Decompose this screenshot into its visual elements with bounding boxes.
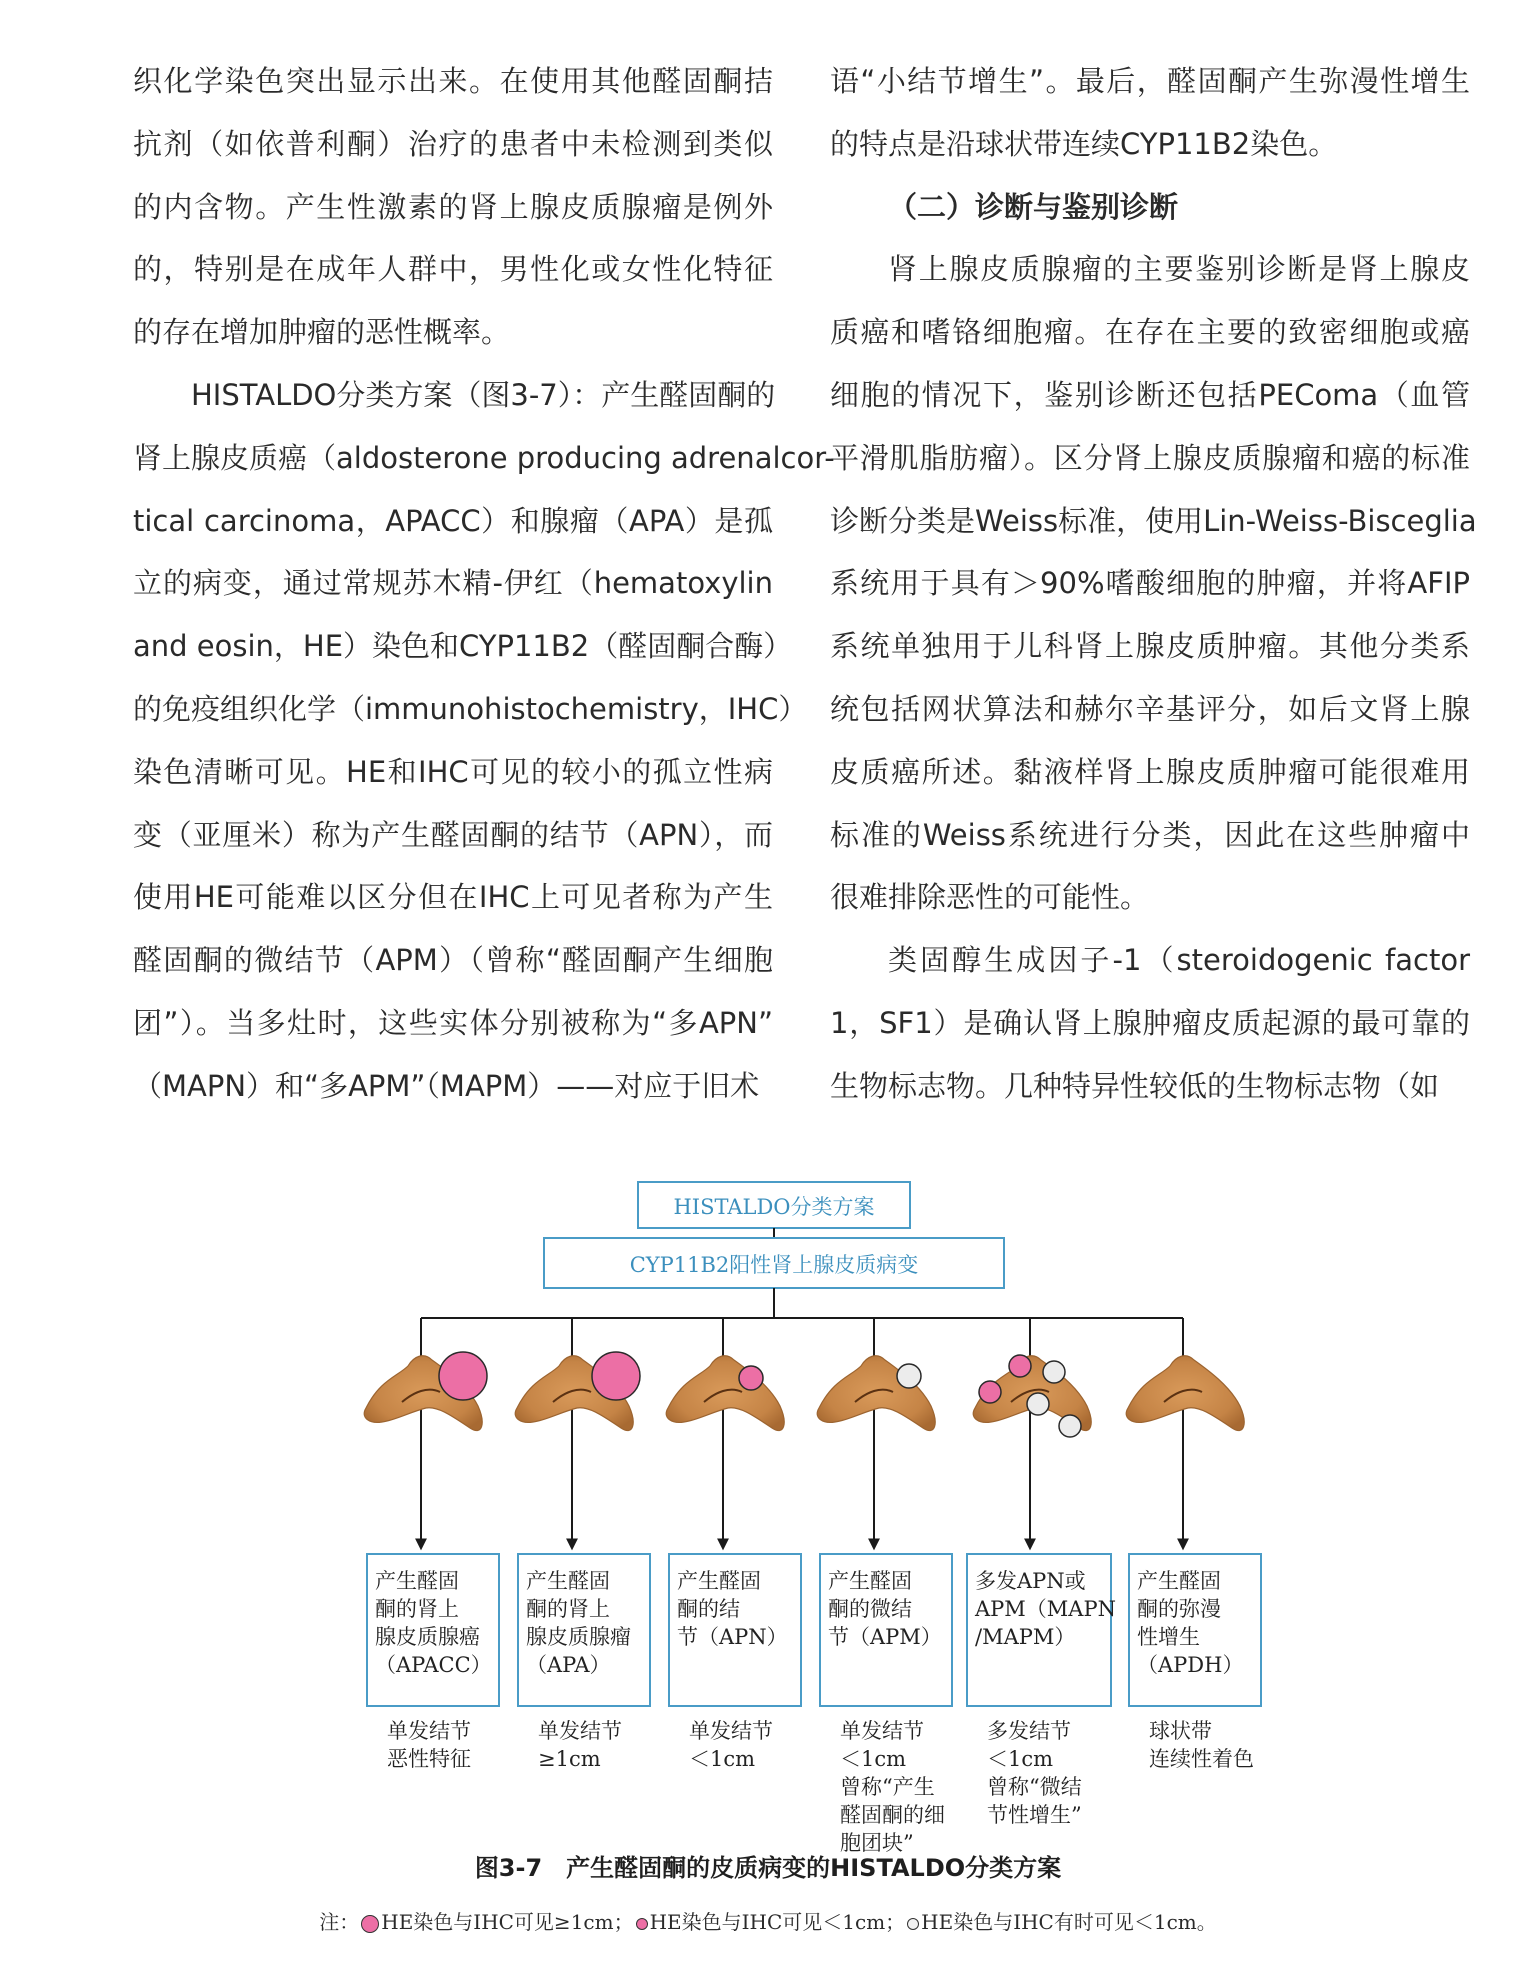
category-label: 产生醛固: [1137, 1569, 1221, 1593]
text-line: 立的病变，通过常规苏木精-伊红（hematoxylin: [133, 566, 773, 601]
text-line: 肾上腺皮质癌（aldosterone producing adrenalcor-: [133, 440, 835, 475]
category-description: 单发结节: [840, 1719, 924, 1743]
pink-nodule-icon: [592, 1352, 640, 1400]
small-pink-dot-icon: [636, 1918, 648, 1930]
text-line: 语“小结节增生”。最后，醛固酮产生弥漫性增生: [830, 64, 1470, 98]
note-3: HE染色与IHC有时可见＜1cm。: [921, 1910, 1217, 1934]
subtitle-box-label: CYP11B2阳性肾上腺皮质病变: [629, 1253, 919, 1277]
category-label: 产生醛固: [526, 1569, 610, 1593]
text-line: 的免疫组织化学（immunohistochemistry，IHC）: [133, 691, 808, 726]
text-line: 团”）。当多灶时，这些实体分别被称为“多APN”: [133, 1005, 773, 1040]
large-pink-dot-icon: [361, 1915, 379, 1933]
figure-note: [0, 1906, 1536, 1935]
adrenal-gland-illustration: [1126, 1356, 1244, 1431]
category-description: 多发结节: [987, 1719, 1071, 1743]
pink-nodule-icon: [439, 1352, 487, 1400]
category-description: 连续性着色: [1149, 1747, 1254, 1771]
title-box-label: HISTALDO分类方案: [673, 1195, 875, 1219]
category-label: 多发APN或: [975, 1569, 1086, 1593]
right-column: [830, 50, 1477, 1118]
category-label: （APA）: [526, 1653, 611, 1677]
text-line: 1，SF1）是确认肾上腺肿瘤皮质起源的最可靠的: [830, 1005, 1470, 1040]
note-2: HE染色与IHC可见＜1cm；: [649, 1910, 906, 1934]
grey-nodule-icon: [1059, 1415, 1081, 1437]
text-line: 的内含物。产生性激素的肾上腺皮质腺瘤是例外: [133, 189, 773, 224]
category-label: 产生醛固: [677, 1569, 761, 1593]
category-label: （APACC）: [375, 1653, 492, 1677]
pink-nodule-icon: [1009, 1355, 1031, 1377]
histaldo-figure: [0, 1180, 1536, 1855]
text-line: 系统用于具有＞90%嗜酸细胞的肿瘤，并将AFIP: [830, 566, 1470, 601]
text-line: 平滑肌脂肪瘤）。区分肾上腺皮质腺瘤和癌的标准: [830, 440, 1470, 475]
pink-nodule-icon: [979, 1381, 1001, 1403]
category-description: 恶性特征: [387, 1747, 471, 1771]
text-line: 织化学染色突出显示出来。在使用其他醛固酮拮: [133, 64, 773, 98]
text-line: 肾上腺皮质腺瘤的主要鉴别诊断是肾上腺皮: [888, 252, 1470, 287]
pink-nodule-icon: [739, 1366, 763, 1390]
category-description: ＜1cm: [689, 1747, 756, 1771]
category-label: 节（APM）: [828, 1625, 942, 1649]
category-label: 产生醛固: [375, 1569, 459, 1593]
note-prefix: 注：: [319, 1910, 360, 1934]
text-line: tical carcinoma，APACC）和腺瘤（APA）是孤: [133, 503, 773, 538]
grey-nodule-icon: [1043, 1361, 1065, 1383]
text-line: 使用HE可能难以区分但在IHC上可见者称为产生: [133, 880, 773, 915]
category-description: 球状带: [1149, 1719, 1212, 1743]
category-description: 胞团块”: [840, 1831, 914, 1855]
category-label: 酮的肾上: [526, 1597, 610, 1621]
figure-caption: 图3-7 产生醛固酮的皮质病变的HISTALDO分类方案: [474, 1854, 1062, 1882]
grey-nodule-icon: [1027, 1393, 1049, 1415]
category-description: ≥1cm: [538, 1747, 601, 1771]
text-line: and eosin，HE）染色和CYP11B2（醛固酮合酶）: [133, 629, 793, 664]
category-label: 腺皮质腺瘤: [526, 1625, 631, 1649]
category-label: 性增生: [1137, 1625, 1200, 1649]
text-line: 醛固酮的微结节（APM）（曾称“醛固酮产生细胞: [133, 943, 773, 978]
category-label: 腺皮质腺癌: [375, 1625, 480, 1649]
small-grey-dot-icon: [907, 1918, 919, 1930]
text-line: 系统单独用于儿科肾上腺皮质肿瘤。其他分类系: [830, 629, 1470, 664]
text-line: 诊断分类是Weiss标准，使用Lin-Weiss-Bisceglia: [830, 503, 1477, 538]
category-label: （APDH）: [1137, 1653, 1244, 1677]
category-label: 酮的肾上: [375, 1597, 459, 1621]
category-label: 产生醛固: [828, 1569, 912, 1593]
note-1: HE染色与IHC可见≥1cm；: [381, 1910, 634, 1934]
category-label: 酮的弥漫: [1137, 1597, 1221, 1621]
category-description: 单发结节: [538, 1719, 622, 1743]
text-line: HISTALDO分类方案（图3-7）：产生醛固酮的: [191, 377, 776, 412]
text-line: 类固醇生成因子-1（steroidogenic factor: [888, 943, 1470, 978]
text-line: 标准的Weiss系统进行分类，因此在这些肿瘤中: [830, 817, 1470, 852]
category-label: /MAPM）: [975, 1625, 1076, 1649]
category-description: 曾称“微结: [987, 1775, 1082, 1799]
text-line: 统包括网状算法和赫尔辛基评分，如后文肾上腺: [830, 691, 1470, 726]
text-line: （MAPN）和“多APM”（MAPM）——对应于旧术: [133, 1068, 760, 1103]
text-line: 的存在增加肿瘤的恶性概率。: [133, 315, 511, 350]
text-line: 皮质癌所述。黏液样肾上腺皮质肿瘤可能很难用: [830, 754, 1470, 789]
category-label: APM（MAPN: [975, 1597, 1116, 1621]
text-line: 的特点是沿球状带连续CYP11B2染色。: [830, 126, 1338, 161]
category-description: ＜1cm: [840, 1747, 907, 1771]
grey-nodule-icon: [897, 1364, 921, 1388]
text-line: 细胞的情况下，鉴别诊断还包括PEComa（血管: [830, 377, 1470, 412]
category-description: 单发结节: [387, 1719, 471, 1743]
text-line: 的，特别是在成年人群中，男性化或女性化特征: [133, 252, 773, 287]
category-label: 酮的微结: [828, 1597, 912, 1621]
category-description: 节性增生”: [987, 1803, 1082, 1827]
text-line: 抗剂（如依普利酮）治疗的患者中未检测到类似: [133, 126, 773, 161]
section-heading: （二）诊断与鉴别诊断: [888, 189, 1179, 224]
text-line: 染色清晰可见。HE和IHC可见的较小的孤立性病: [133, 754, 773, 789]
adrenal-gland-illustration: [666, 1356, 784, 1431]
text-line: 很难排除恶性的可能性。: [830, 880, 1150, 915]
category-label: 酮的结: [677, 1597, 740, 1621]
category-description: 单发结节: [689, 1719, 773, 1743]
left-column: [133, 50, 835, 1118]
category-label: 节（APN）: [677, 1625, 788, 1649]
text-line: 生物标志物。几种特异性较低的生物标志物（如: [830, 1068, 1440, 1103]
category-description: 醛固酮的细: [840, 1803, 945, 1827]
category-description: ＜1cm: [987, 1747, 1054, 1771]
text-line: 质癌和嗜铬细胞瘤。在存在主要的致密细胞或癌: [830, 315, 1470, 350]
text-line: 变（亚厘米）称为产生醛固酮的结节（APN），而: [133, 817, 773, 852]
category-description: 曾称“产生: [840, 1775, 935, 1799]
